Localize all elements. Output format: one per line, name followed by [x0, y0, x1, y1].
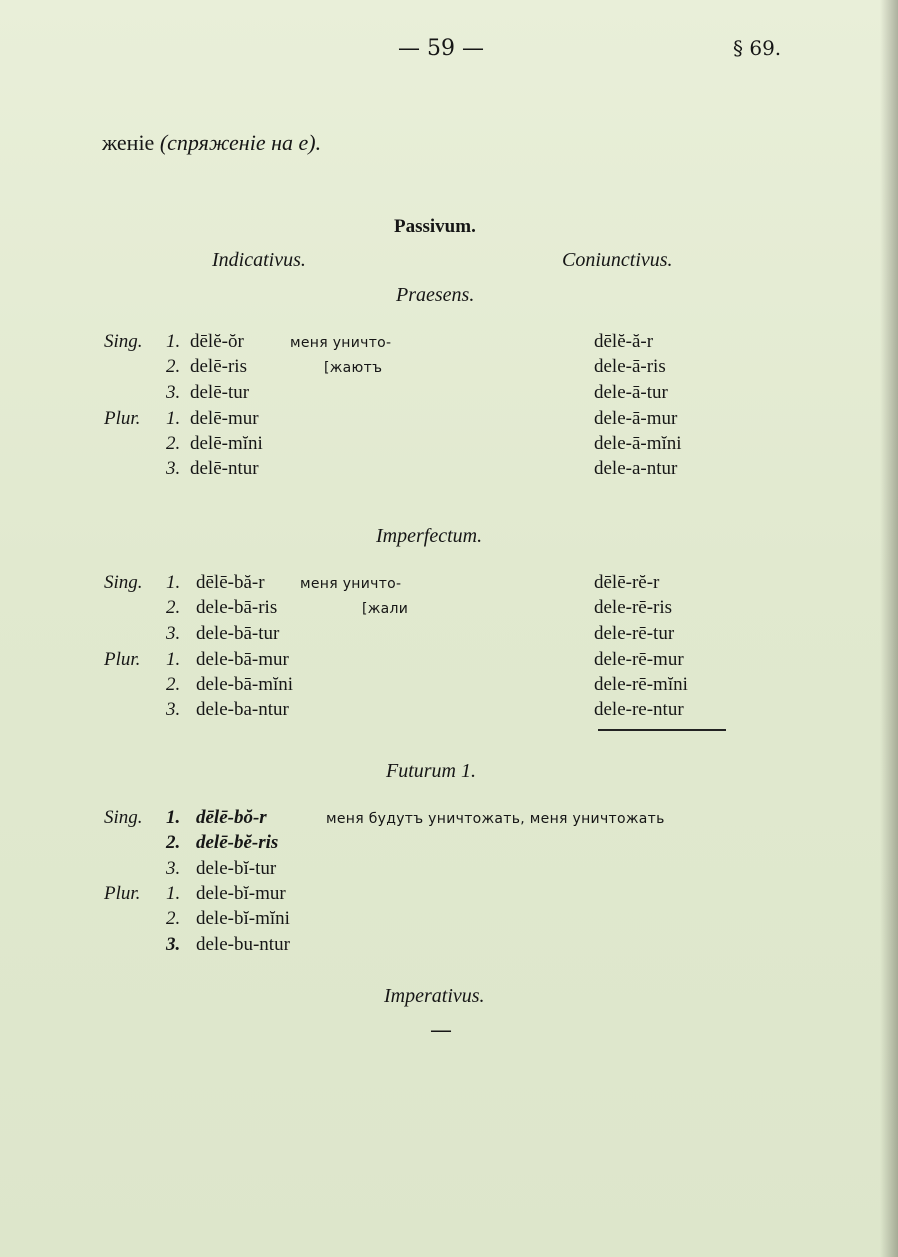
- subjunctive-form: dele-a-ntur: [594, 458, 678, 479]
- indicative-form: delē-mur: [190, 408, 259, 429]
- indicative-form: delē-ris: [190, 356, 247, 377]
- gloss-text: меня уничто-: [300, 576, 402, 592]
- subjunctive-form: dēlē-rĕ-r: [594, 572, 660, 593]
- person-number: 2.: [166, 908, 181, 929]
- futurum-form: dēlē-bŏ-r: [196, 807, 267, 828]
- subjunctive-form: dele-re-ntur: [594, 699, 684, 720]
- futurum-form: dele-bu-ntur: [196, 934, 290, 955]
- subjunctive-form: dele-ā-ris: [594, 356, 666, 377]
- indicative-form: dele-bā-mur: [196, 649, 289, 670]
- gloss-text: меня уничто-: [290, 335, 392, 351]
- page-number: — 59 —: [398, 36, 484, 61]
- subjunctive-form: dele-rē-mur: [594, 649, 684, 670]
- person-number: 2.: [166, 356, 181, 377]
- subjunctive-form: dele-rē-mĭni: [594, 674, 688, 695]
- gloss-text: [жаютъ: [324, 360, 383, 376]
- indicative-form: dele-bā-ris: [196, 597, 278, 618]
- indicative-form: dele-bā-tur: [196, 623, 280, 644]
- person-number: 1.: [166, 408, 181, 429]
- subjunctive-form: dele-rē-tur: [594, 623, 675, 644]
- sing-label: Sing.: [104, 572, 143, 593]
- indicative-form: dele-ba-ntur: [196, 699, 289, 720]
- subjunctive-heading: Coniunctivus.: [562, 249, 673, 271]
- tense-heading-praesens: Praesens.: [396, 284, 475, 306]
- person-number: 3.: [166, 934, 181, 955]
- person-number: 3.: [166, 382, 181, 403]
- intro-paren: (спряженіе на е).: [159, 130, 322, 155]
- voice-heading: Passivum.: [394, 216, 476, 237]
- indicative-form: dēlē-bă-r: [196, 572, 265, 593]
- indicative-form: dele-bā-mĭni: [196, 674, 294, 695]
- person-number: 1.: [166, 649, 181, 670]
- person-number: 2.: [166, 674, 181, 695]
- person-number: 1.: [166, 572, 181, 593]
- section-number: § 69.: [733, 36, 782, 60]
- intro-line: [102, 130, 321, 156]
- plur-label: Plur.: [104, 883, 141, 904]
- person-number: 3.: [166, 458, 181, 479]
- person-number: 1.: [166, 331, 181, 352]
- futurum-form: delē-bĕ-ris: [196, 832, 279, 853]
- gloss-text: меня будутъ уничтожать, меня уничтожать: [326, 811, 665, 827]
- person-number: 2.: [166, 832, 181, 853]
- person-number: 2.: [166, 433, 181, 454]
- indicative-form: delē-ntur: [190, 458, 259, 479]
- tense-heading-imperativus: Imperativus.: [384, 985, 485, 1007]
- indicative-form: delē-mĭni: [190, 433, 263, 454]
- indicative-heading: Indicativus.: [212, 249, 306, 271]
- imperative-dash: —: [430, 1018, 452, 1043]
- tense-heading-imperfectum: Imperfectum.: [376, 525, 483, 547]
- person-number: 3.: [166, 623, 181, 644]
- person-number: 2.: [166, 597, 181, 618]
- person-number: 3.: [166, 699, 181, 720]
- person-number: 1.: [166, 807, 181, 828]
- tense-heading-futurum: Futurum 1.: [386, 760, 476, 782]
- intro-word: женіе: [102, 130, 155, 155]
- plur-label: Plur.: [104, 408, 141, 429]
- person-number: 3.: [166, 858, 181, 879]
- futurum-form: dele-bĭ-tur: [196, 858, 277, 879]
- subjunctive-form: dele-ā-mur: [594, 408, 678, 429]
- subjunctive-form: dele-rē-ris: [594, 597, 673, 618]
- page-edge-shadow: [880, 0, 898, 1257]
- sing-label: Sing.: [104, 331, 143, 352]
- subjunctive-form: dele-ā-mĭni: [594, 433, 682, 454]
- plur-label: Plur.: [104, 649, 141, 670]
- indicative-form: delē-tur: [190, 382, 250, 403]
- futurum-form: dele-bĭ-mĭni: [196, 908, 290, 929]
- table-end-rule: [598, 729, 726, 731]
- subjunctive-form: dele-ā-tur: [594, 382, 668, 403]
- futurum-form: dele-bĭ-mur: [196, 883, 286, 904]
- subjunctive-form: dēlĕ-ă-r: [594, 331, 654, 352]
- person-number: 1.: [166, 883, 181, 904]
- gloss-text: [жали: [362, 601, 409, 617]
- indicative-form: dēlĕ-ŏr: [190, 331, 244, 352]
- sing-label: Sing.: [104, 807, 143, 828]
